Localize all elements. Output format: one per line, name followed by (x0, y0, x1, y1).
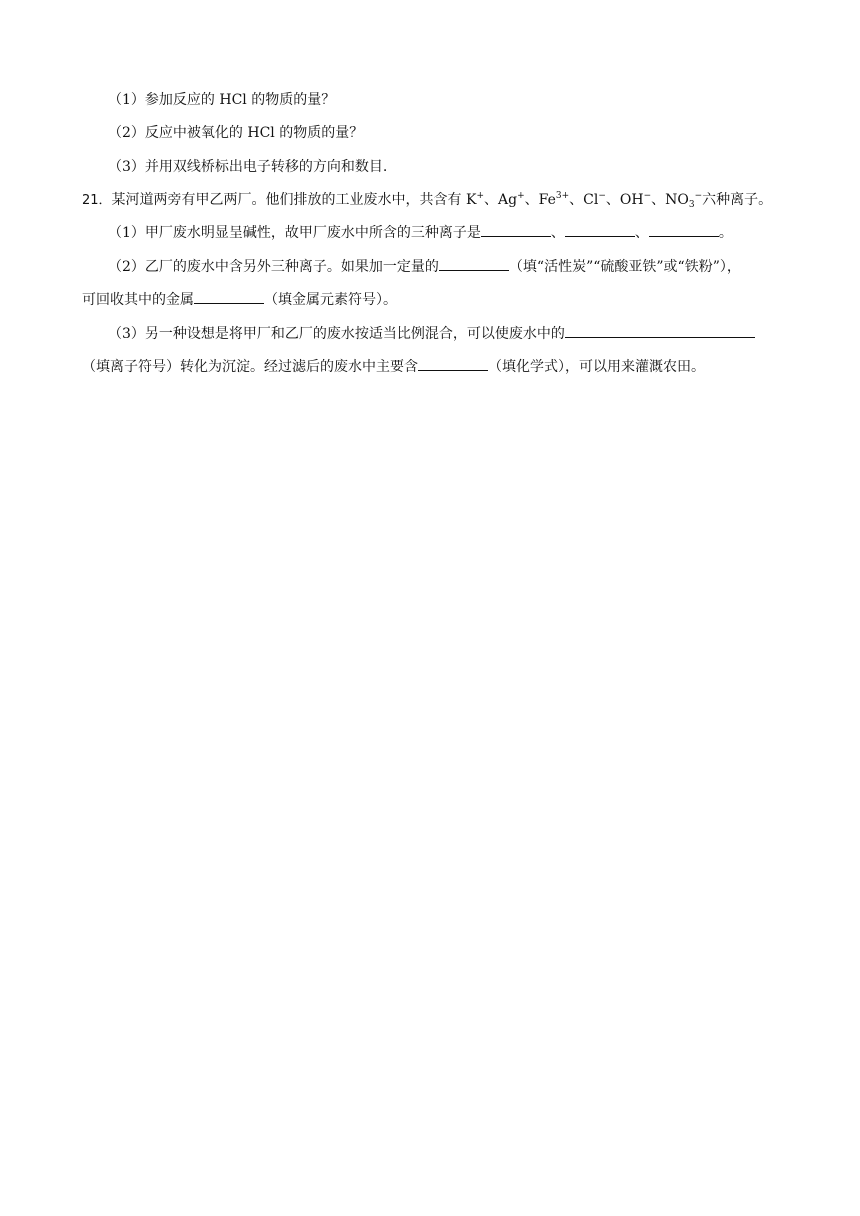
q21-part2-text-c: 可回收其中的金属 (82, 292, 194, 308)
ion-cl: Cl− (583, 191, 606, 208)
answer-blank[interactable] (418, 357, 488, 371)
q21-part2-line2 (82, 290, 397, 310)
q21-part3-line1 (108, 324, 755, 344)
separator: 、 (484, 192, 499, 208)
separator: 、 (569, 192, 584, 208)
ion-oh: OH− (619, 191, 652, 208)
separator: 、 (524, 192, 539, 208)
answer-blank[interactable] (649, 223, 719, 237)
q21-part2-text-b: （填“活性炭”“硫酸亚铁”或“铁粉”）， (508, 259, 741, 275)
q21-stem-end: 六种离子。 (702, 192, 773, 208)
answer-blank[interactable] (565, 324, 755, 338)
q20-sub2 (108, 123, 363, 143)
separator: 、 (634, 225, 649, 241)
q21-part2-line1 (108, 257, 741, 277)
q21-part2-text-a: （2）乙厂的废水中含另外三种离子。如果加一定量的 (108, 259, 439, 275)
ion-ag: Ag+ (498, 191, 525, 208)
q21-part3-text-c: （填化学式），可以用来灌溉农田。 (488, 359, 705, 375)
q21-stem-text: 某河道两旁有甲乙两厂。他们排放的工业废水中，共含有 (111, 192, 462, 208)
q21-part1-text: （1）甲厂废水明显呈碱性，故甲厂废水中所含的三种离子是 (108, 225, 481, 241)
q21-part3-text-a: （3）另一种设想是将甲厂和乙厂的废水按适当比例混合，可以使废水中的 (108, 326, 565, 342)
ion-k: K+ (466, 191, 485, 208)
q21-part3-text-b: （填离子符号）转化为沉淀。经过滤后的废水中主要含 (82, 359, 418, 375)
q20-sub1-text: （1）参加反应的 HCl 的物质的量？ (108, 92, 336, 108)
q21-part3-line2 (82, 357, 705, 377)
ion-no3: $NO_3^-$ (665, 191, 703, 210)
q20-sub2-text: （2）反应中被氧化的 HCl 的物质的量？ (108, 125, 364, 141)
q20-sub3 (108, 157, 387, 177)
q21-part1-end: 。 (718, 225, 733, 241)
q21-stem (82, 190, 772, 211)
ion-fe: $Fe^{3+}$ (538, 191, 570, 208)
separator: 、 (550, 225, 565, 241)
answer-blank[interactable] (481, 223, 551, 237)
q20-sub1 (108, 90, 335, 110)
q20-sub3-text: （3）并用双线桥标出电子转移的方向和数目. (108, 159, 388, 175)
separator: 、 (651, 192, 666, 208)
q21-part1 (108, 223, 733, 243)
answer-blank[interactable] (565, 223, 635, 237)
q21-number: 21． (82, 193, 112, 208)
separator: 、 (605, 192, 620, 208)
answer-blank[interactable] (439, 257, 509, 271)
answer-blank[interactable] (194, 290, 264, 304)
q21-part2-text-d: （填金属元素符号）。 (264, 292, 397, 308)
